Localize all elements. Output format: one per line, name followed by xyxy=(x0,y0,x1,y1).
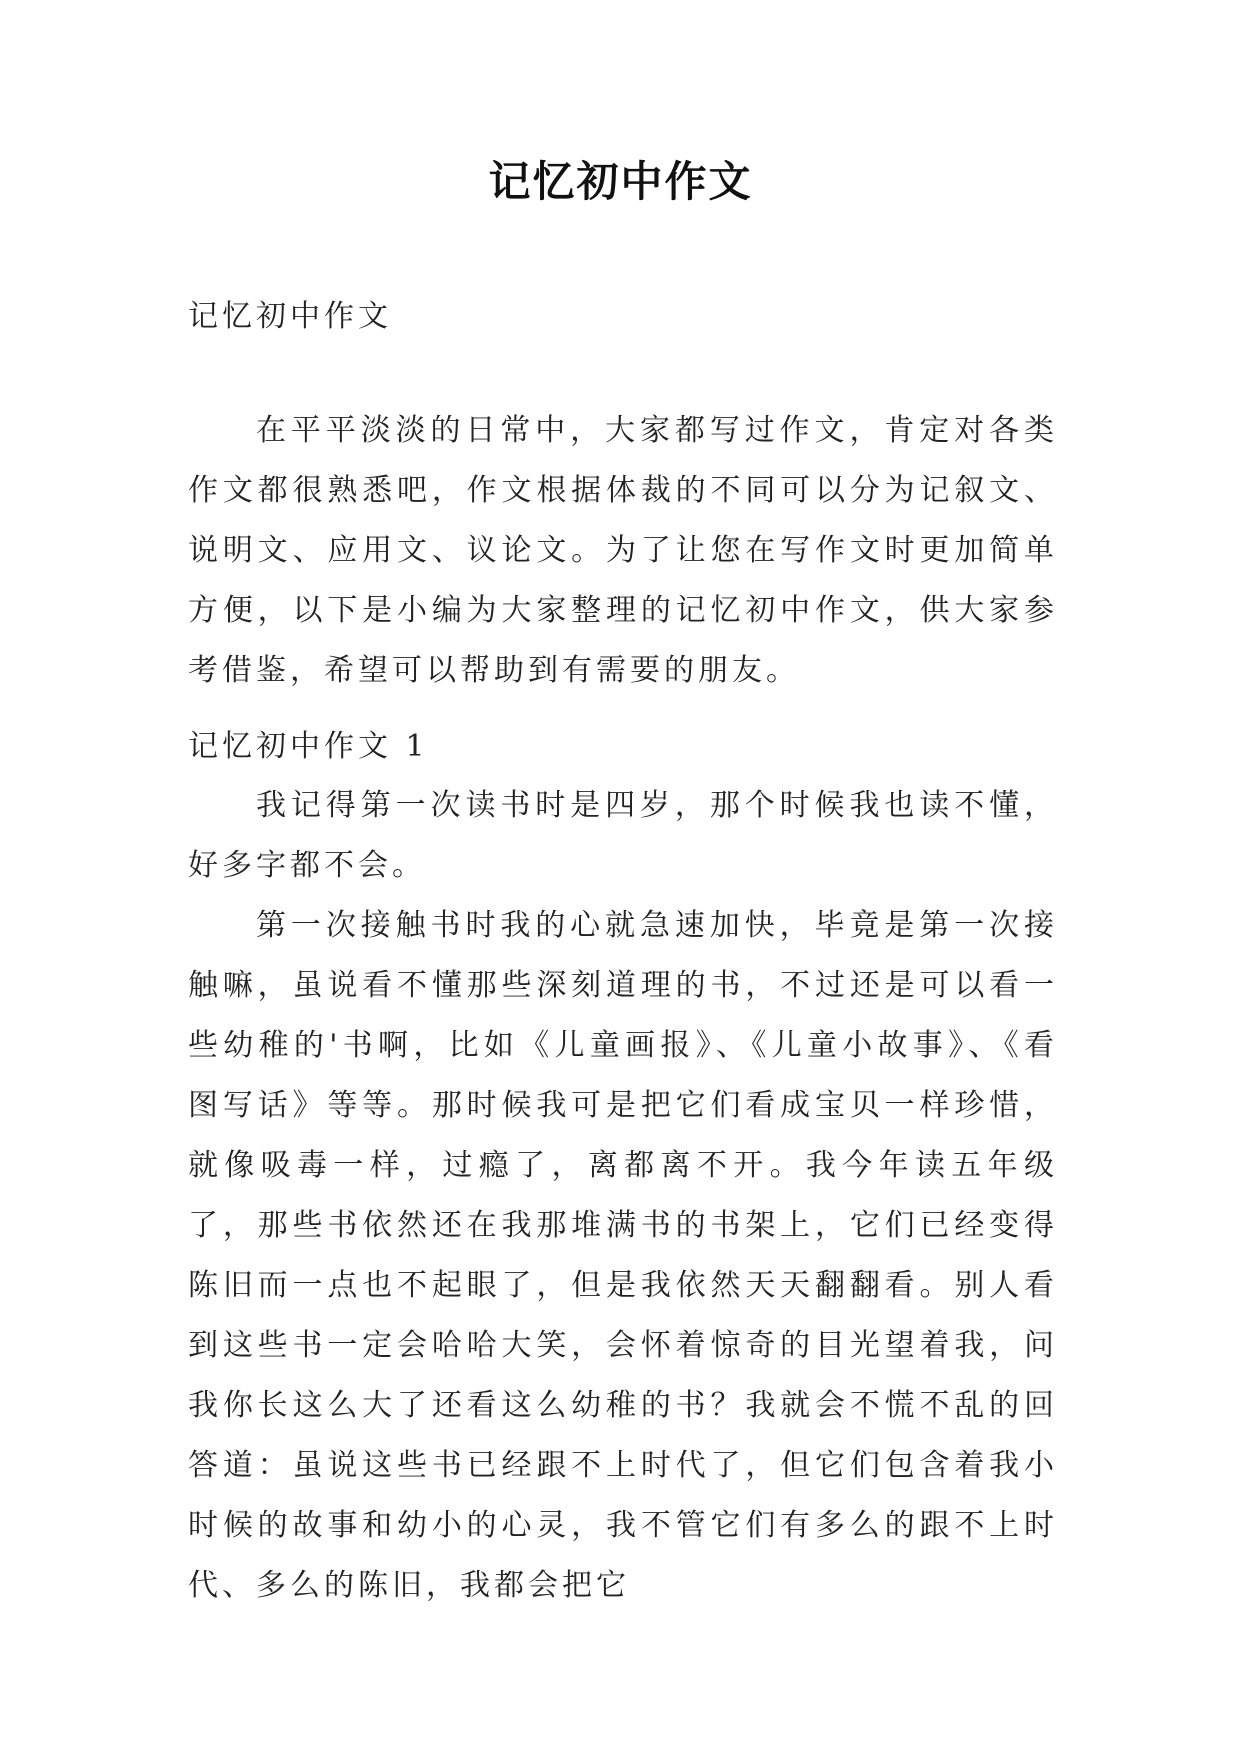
body-paragraph-2: 第一次接触书时我的心就急速加快，毕竟是第一次接触嘛，虽说看不懂那些深刻道理的书，不过还是可以看一些幼稚的'书啊，比如《儿童画报》、《儿童小故事》、《看图写话》等等。那时候我可是把它们看成宝贝一样珍惜，就像吸毒一样，过瘾了，离都离不开。我今年读五年级了，那些书依然还在我那堆满书的书架上，它们已经变得陈旧而一点也不起眼了，但是我依然天天翻翻看。别人看到这些书一定会哈哈大笑，会怀着惊奇的目光望着我，问我你长这么大了还看这么幼稚的书？我就会不慌不乱的回答道：虽说这些书已经跟不上时代了，但它们包含着我小时候的故事和幼小的心灵，我不管它们有多么的跟不上时代、多么的陈旧，我都会把它 xyxy=(188,908,1058,1603)
document-subtitle: 记忆初中作文 xyxy=(188,299,392,334)
section-title: 记忆初中作文 1 xyxy=(188,729,429,764)
document-title: 记忆初中作文 xyxy=(488,157,753,206)
intro-paragraph: 在平平淡淡的日常中，大家都写过作文，肯定对各类作文都很熟悉吧，作文根据体裁的不同可以分为记叙文、说明文、应用文、议论文。为了让您在写作文时更加简单方便，以下是小编为大家整理的记忆初中作文，供大家参考借鉴，希望可以帮助到有需要的朋友。 xyxy=(188,413,1058,688)
body-paragraph-1: 我记得第一次读书时是四岁，那个时候我也读不懂，好多字都不会。 xyxy=(188,788,1058,883)
